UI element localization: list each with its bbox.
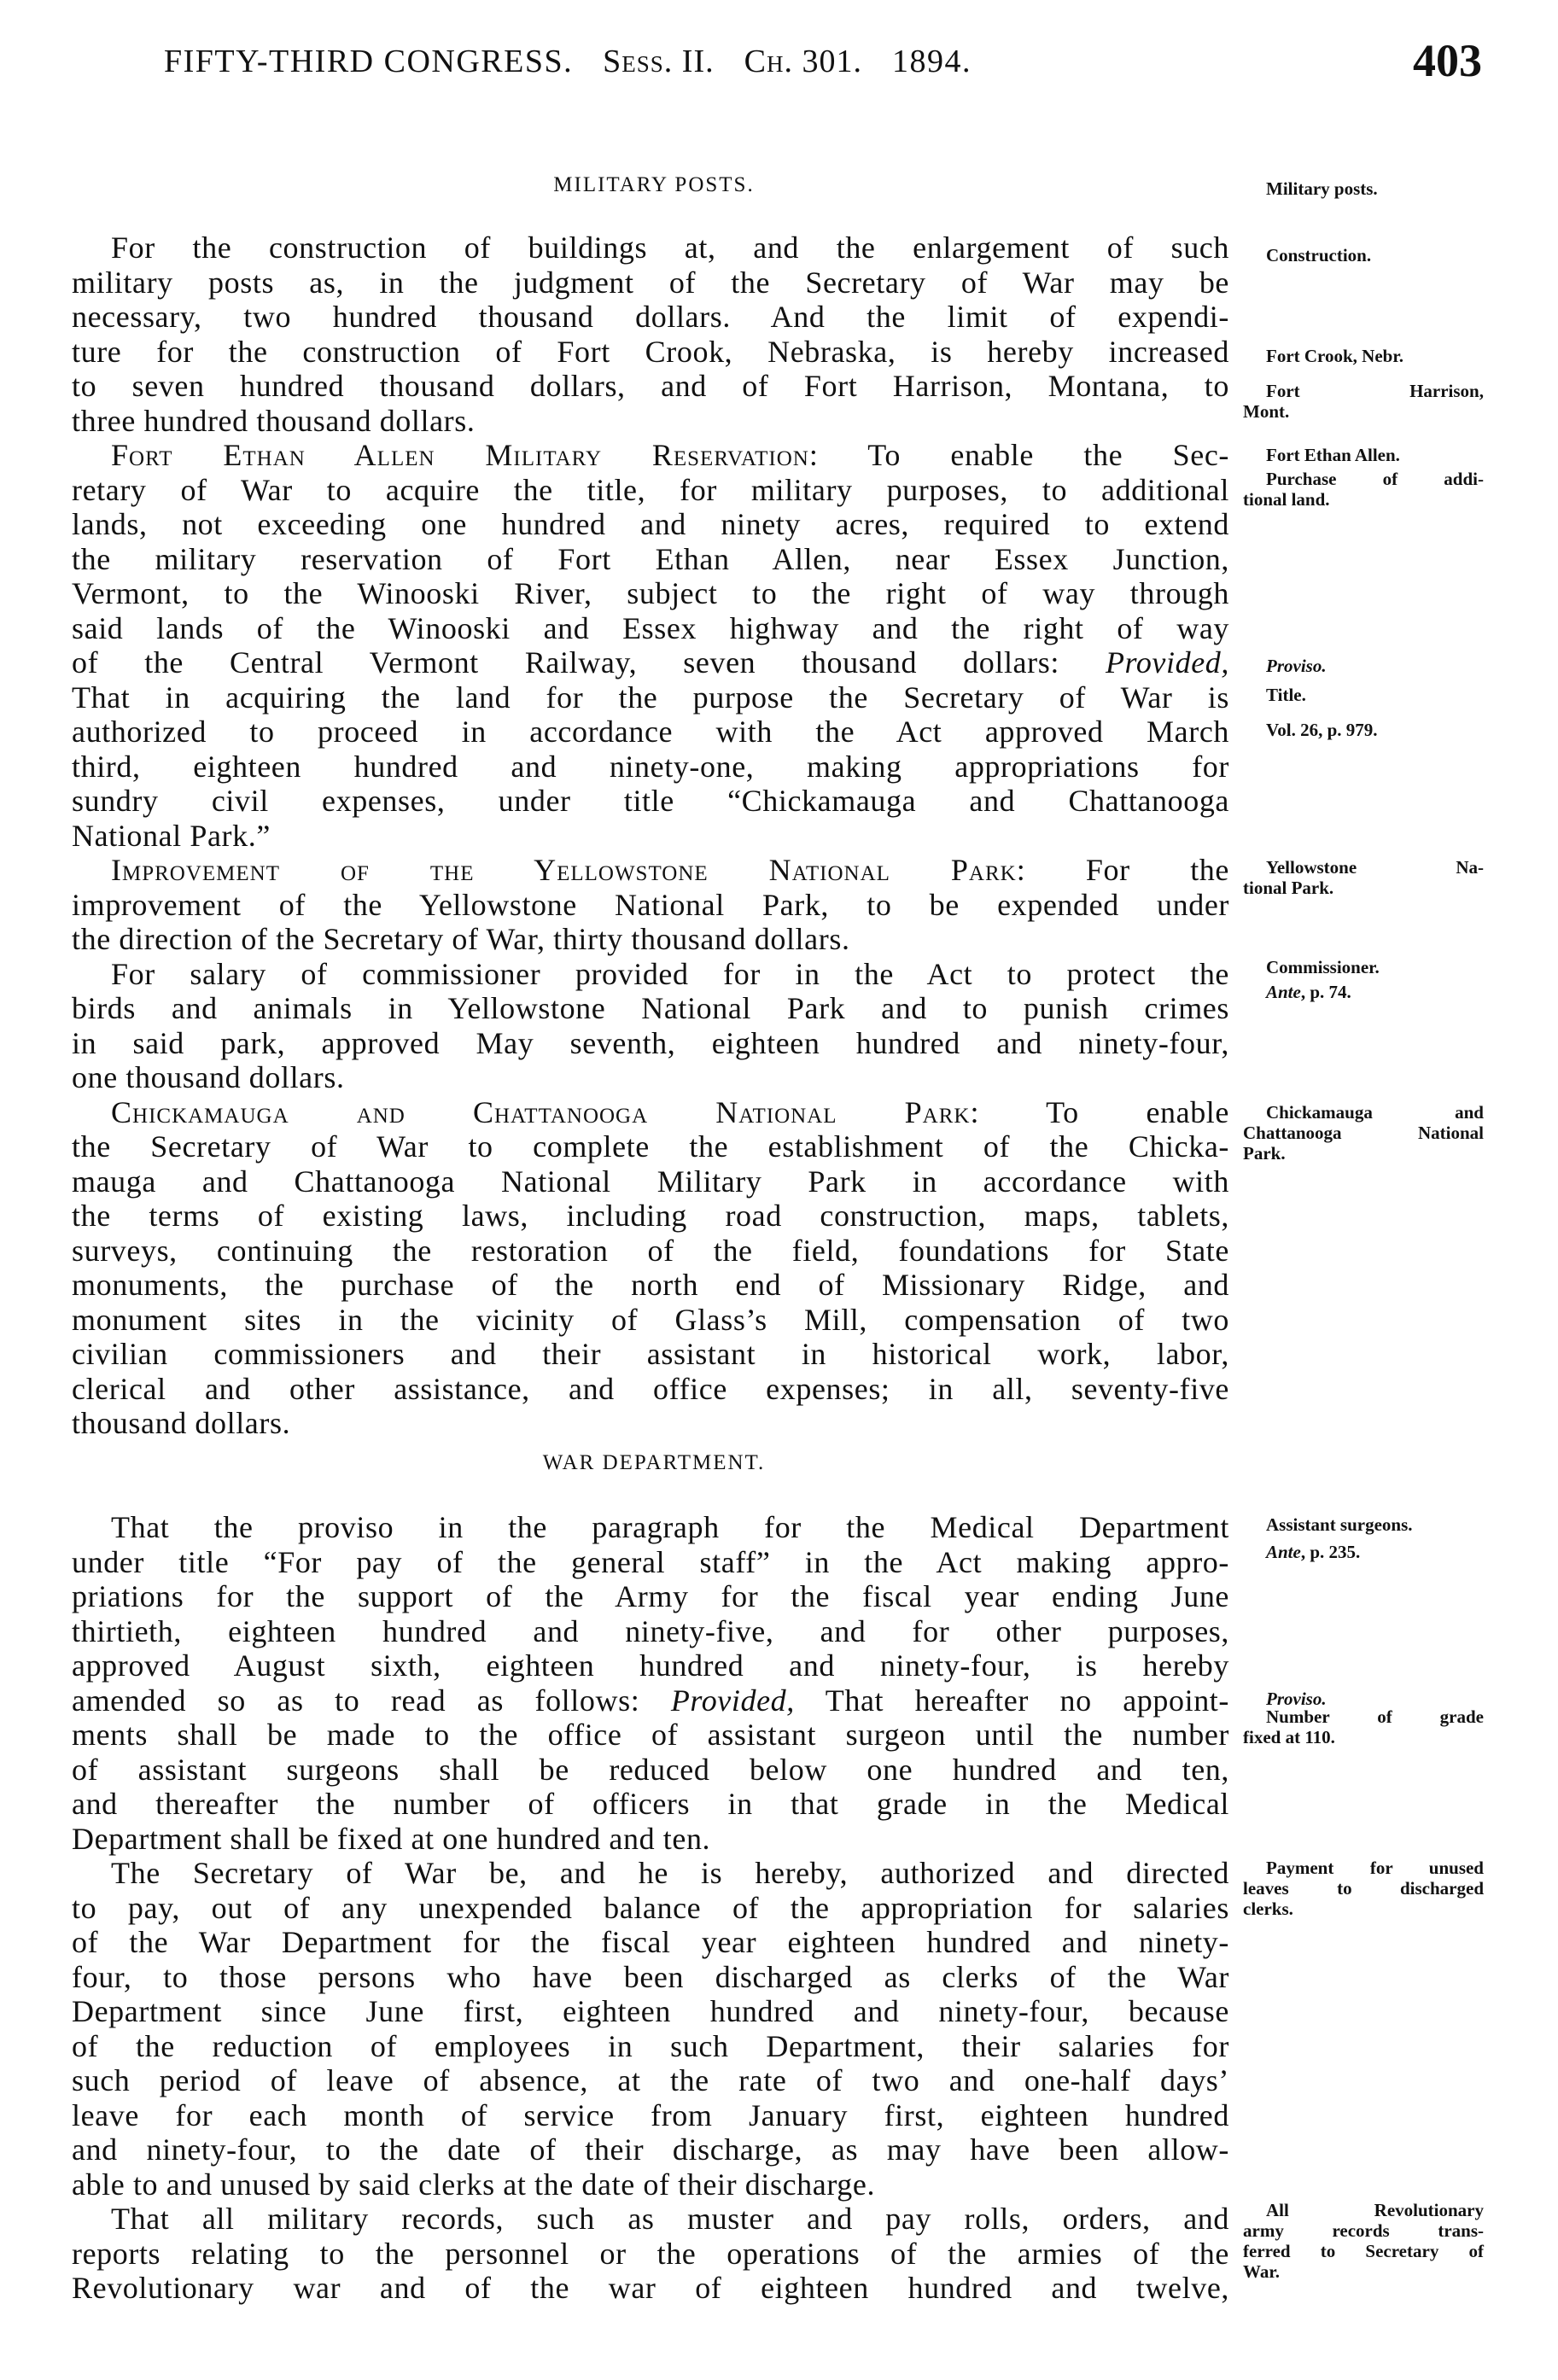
text-line: thousand dollars. [72, 1406, 291, 1440]
text-line: civilian commissioners and their assistant in historical work, labor, [72, 1337, 1229, 1371]
text-line: surveys, continuing the restoration of the field, foundations for State [72, 1233, 1229, 1268]
text-line: the terms of existing laws, including road construction, maps, tablets, [72, 1199, 1229, 1233]
text-line: thirtieth, eighteen hundred and ninety-five, and for other purposes, [72, 1613, 1229, 1648]
margin-note [1243, 2200, 1484, 2282]
margin-note [1243, 1102, 1484, 1164]
margin-note [1243, 1542, 1484, 1562]
text-line: monuments, the purchase of the north end of Missionary Ridge, and [72, 1268, 1229, 1302]
text-line: For the construction of buildings at, and the enlargement of such [111, 230, 1229, 265]
text-line: the military reservation of Fort Ethan Allen, near Essex Junction, [72, 541, 1229, 576]
text-line [72, 645, 1229, 680]
text-line: third, eighteen hundred and ninety-one, making appropriations for [72, 749, 1229, 784]
header-congress: FIFTY-THIRD CONGRESS. [164, 44, 574, 79]
margin-note-line: clerks. [1243, 1899, 1293, 1919]
text-line: the Secretary of War to complete the establishment of the Chicka- [72, 1129, 1229, 1164]
paragraph [72, 230, 1229, 438]
text-line: under title “For pay of the general staff” in the Act making appro- [72, 1544, 1229, 1579]
margin-note [1243, 1514, 1484, 1535]
text-segment: , p. 74. [1300, 982, 1351, 1002]
text-segment: amended so as to read as follows: [72, 1683, 671, 1718]
text-line: of the War Department for the fiscal year eighteen hundred and ninety- [72, 1925, 1229, 1959]
section-body-military-posts [72, 230, 1229, 1441]
italic-text: Proviso. [1266, 1689, 1327, 1709]
margin-note-line: War. [1243, 2261, 1280, 2282]
text-line: to seven hundred thousand dollars, and of Fort Harrison, Montana, to [72, 369, 1229, 403]
margin-note-line [1243, 1542, 1484, 1562]
paragraph [72, 1510, 1229, 1856]
text-line: leave for each month of service from January first, eighteen hundred [72, 2097, 1229, 2132]
text-line: mauga and Chattanooga National Military Park in accordance with [72, 1164, 1229, 1199]
margin-note-line: Construction. [1266, 245, 1372, 265]
margin-note-line: Commissioner. [1266, 957, 1380, 977]
margin-note [1243, 445, 1484, 465]
margin-note-line: Chickamauga and [1266, 1102, 1484, 1123]
margin-note-line: leaves to discharged [1243, 1878, 1484, 1899]
text-line: sundry civil expenses, under title “Chickamauga and Chattanooga [72, 784, 1229, 818]
text-line: retary of War to acquire the title, for military purposes, to additional [72, 472, 1229, 507]
text-line: said lands of the Winooski and Essex highway and the right of way [72, 610, 1229, 645]
text-line: authorized to proceed in accordance with the Act approved March [72, 715, 1229, 749]
text-line: necessary, two hundred thousand dollars. And the limit of expendi- [72, 300, 1229, 334]
margin-note-line [1243, 982, 1484, 1002]
text-line [72, 853, 1229, 888]
text-line: of assistant surgeons shall be reduced below one hundred and ten, [72, 1752, 1229, 1787]
margin-note-line: Number of grade [1266, 1706, 1484, 1727]
margin-note [1243, 245, 1484, 265]
paragraph-heading: Improvement of the Yellowstone National Park [111, 853, 1017, 887]
margin-note-line: Fort Harrison, [1266, 381, 1484, 401]
text-line: Vermont, to the Winooski River, subject to the right of way through [72, 576, 1229, 610]
margin-note-line: Chattanooga National [1243, 1123, 1484, 1143]
margin-note [1243, 178, 1484, 199]
margin-note [1243, 957, 1484, 977]
margin-note-line: Title. [1266, 685, 1306, 705]
text-segment: of the Central Vermont Railway, seven thousand dollars: [72, 645, 1106, 680]
margin-note-line: fixed at 110. [1243, 1727, 1335, 1747]
paragraph [72, 957, 1229, 1095]
text-line: such period of leave of absence, at the rate of two and one-half days’ [72, 2063, 1229, 2097]
margin-note [1243, 346, 1484, 366]
text-line: National Park.” [72, 818, 271, 853]
text-line: four, to those persons who have been discharged as clerks of the War [72, 1959, 1229, 1994]
paragraph [72, 1095, 1229, 1441]
text-line: ments shall be made to the office of assistant surgeon until the number [72, 1718, 1229, 1752]
text-line: That the proviso in the paragraph for the Medical Department [111, 1510, 1229, 1544]
header-year: 1894. [891, 44, 972, 79]
text-line: the direction of the Secretary of War, thirty thousand dollars. [72, 922, 850, 956]
text-segment: : To enable the Sec- [808, 438, 1229, 472]
margin-note [1243, 857, 1484, 898]
header-chapter: Ch. 301. [744, 44, 862, 79]
italic-text: Ante [1266, 982, 1301, 1002]
text-segment: : To enable [970, 1094, 1229, 1129]
margin-note-line: Mont. [1243, 401, 1290, 422]
text-line: military posts as, in the judgment of the Secretary of War may be [72, 265, 1229, 300]
text-line [72, 1095, 1229, 1130]
margin-note-line: All Revolutionary [1266, 2200, 1484, 2220]
italic-text: Ante [1266, 1542, 1301, 1562]
margin-note-line: Purchase of addi- [1266, 469, 1484, 489]
margin-note-line: Military posts. [1266, 178, 1378, 199]
text-line [72, 438, 1229, 473]
text-line: one thousand dollars. [72, 1060, 345, 1094]
margin-note-line: Vol. 26, p. 979. [1266, 720, 1378, 740]
text-segment: : For the [1016, 853, 1229, 887]
margin-note-line: Park. [1243, 1143, 1286, 1164]
paragraph [72, 2202, 1229, 2306]
text-line: priations for the support of the Army for the fiscal year ending June [72, 1579, 1229, 1613]
text-line: ture for the construction of Fort Crook, Nebraska, is hereby increased [72, 334, 1229, 369]
text-line: to pay, out of any unexpended balance of the appropriation for salaries [72, 1890, 1229, 1925]
margin-note [1243, 982, 1484, 1002]
margin-note [1243, 656, 1484, 676]
margin-note-line: ferred to Secretary of [1243, 2241, 1484, 2261]
text-line: in said park, approved May seventh, eighteen hundred and ninety-four, [72, 1025, 1229, 1060]
margin-note [1243, 469, 1484, 510]
margin-note-line: Fort Ethan Allen. [1266, 445, 1400, 465]
text-line: and thereafter the number of officers in that grade in the Medical [72, 1787, 1229, 1821]
text-line [72, 1683, 1229, 1718]
section-body-war-department [72, 1510, 1229, 2306]
margin-note [1243, 1858, 1484, 1919]
paragraph [72, 853, 1229, 957]
section-heading-military-posts: MILITARY POSTS. [553, 173, 755, 196]
paragraph [72, 438, 1229, 853]
text-line: reports relating to the personnel or the operations of the armies of the [72, 2236, 1229, 2271]
text-line: That in acquiring the land for the purpose the Secretary of War is [72, 680, 1229, 715]
margin-note-line: tional Park. [1243, 878, 1334, 898]
text-line: monument sites in the vicinity of Glass’s Mill, compensation of two [72, 1302, 1229, 1337]
text-line: improvement of the Yellowstone National Park, to be expended under [72, 887, 1229, 922]
margin-note-line: Payment for unused [1266, 1858, 1484, 1878]
margin-note [1243, 381, 1484, 422]
margin-note-line [1243, 656, 1484, 676]
text-line: lands, not exceeding one hundred and ninety acres, required to extend [72, 507, 1229, 541]
text-line: clerical and other assistance, and office expenses; in all, seventy-five [72, 1371, 1229, 1406]
text-segment: , p. 235. [1300, 1542, 1361, 1562]
margin-note-line: Yellowstone Na- [1266, 857, 1484, 878]
margin-note-line: tional land. [1243, 489, 1330, 510]
running-header [164, 43, 992, 80]
margin-note-line: army records trans- [1243, 2220, 1484, 2241]
margin-note [1243, 685, 1484, 705]
text-line: That all military records, such as muster and pay rolls, orders, and [111, 2202, 1229, 2236]
margin-note-line: Assistant surgeons. [1266, 1514, 1413, 1535]
text-line: For salary of commissioner provided for in the Act to protect the [111, 956, 1229, 991]
text-line: able to and unused by said clerks at the date of their discharge. [72, 2167, 876, 2202]
section-heading-war-department: WAR DEPARTMENT. [542, 1451, 766, 1474]
paragraph-heading: Chickamauga and Chattanooga National Park [111, 1094, 971, 1129]
text-line: approved August sixth, eighteen hundred and ninety-four, is hereby [72, 1648, 1229, 1683]
italic-text: Provided, [670, 1683, 795, 1718]
margin-note-line: Fort Crook, Nebr. [1266, 346, 1403, 366]
text-line: of the reduction of employees in such Department, their salaries for [72, 2028, 1229, 2063]
paragraph [72, 1856, 1229, 2202]
text-segment: That hereafter no appoint- [794, 1683, 1229, 1718]
margin-note [1243, 720, 1484, 740]
margin-note [1243, 1706, 1484, 1747]
text-line: and ninety-four, to the date of their discharge, as may have been allow- [72, 2132, 1229, 2167]
text-line: birds and animals in Yellowstone National Park and to punish crimes [72, 991, 1229, 1025]
text-line: Revolutionary war and of the war of eighteen hundred and twelve, [72, 2271, 1229, 2305]
text-line: three hundred thousand dollars. [72, 403, 476, 438]
text-line: The Secretary of War be, and he is hereby, authorized and directed [111, 1856, 1229, 1890]
text-line: Department shall be fixed at one hundred and ten. [72, 1821, 711, 1856]
text-line: Department since June first, eighteen hundred and ninety-four, because [72, 1994, 1229, 2028]
paragraph-heading: Fort Ethan Allen Military Reservation [111, 438, 809, 472]
header-session: Sess. II. [603, 44, 715, 79]
page-number: 403 [1413, 35, 1482, 86]
italic-text: Proviso. [1266, 656, 1327, 676]
italic-text: Provided, [1105, 645, 1229, 680]
